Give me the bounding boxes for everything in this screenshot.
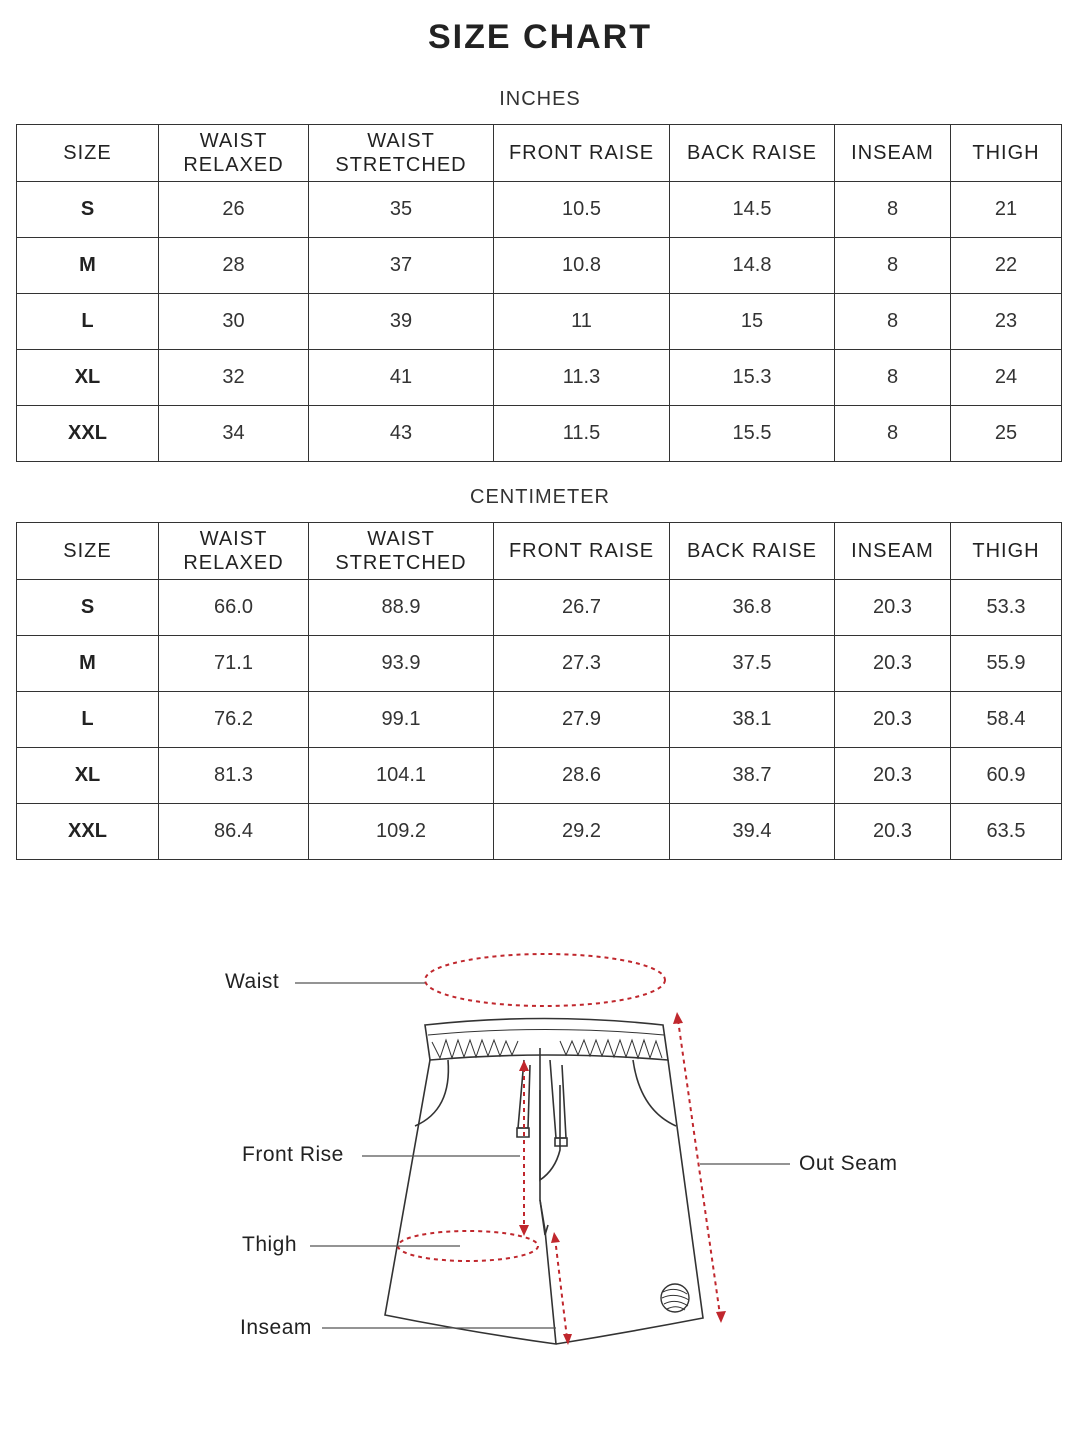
measurement-cell: 11 bbox=[494, 294, 670, 350]
measurement-cell: 86.4 bbox=[159, 804, 309, 860]
measurement-cell: 30 bbox=[159, 294, 309, 350]
measurement-cell: 26.7 bbox=[494, 580, 670, 636]
column-header: INSEAM bbox=[835, 523, 951, 580]
column-header: SIZE bbox=[17, 523, 159, 580]
measurement-cell: 88.9 bbox=[309, 580, 494, 636]
measurement-cell: 76.2 bbox=[159, 692, 309, 748]
measurement-cell: 63.5 bbox=[951, 804, 1062, 860]
measurement-cell: 23 bbox=[951, 294, 1062, 350]
measurement-cell: 35 bbox=[309, 182, 494, 238]
column-header: BACK RAISE bbox=[670, 523, 835, 580]
table-row bbox=[17, 294, 1062, 350]
measurement-cell: 66.0 bbox=[159, 580, 309, 636]
label-thigh: Thigh bbox=[242, 1233, 298, 1256]
measurement-cell: 15.5 bbox=[670, 406, 835, 462]
size-cell: M bbox=[17, 636, 159, 692]
column-header: THIGH bbox=[951, 523, 1062, 580]
shorts-illustration bbox=[0, 900, 1080, 1440]
column-header: SIZE bbox=[17, 125, 159, 182]
measurement-cell: 8 bbox=[835, 182, 951, 238]
size-cell: XL bbox=[17, 748, 159, 804]
size-cell: L bbox=[17, 692, 159, 748]
measurement-cell: 27.9 bbox=[494, 692, 670, 748]
measurement-cell: 28.6 bbox=[494, 748, 670, 804]
measurement-cell: 15 bbox=[670, 294, 835, 350]
measurement-cell: 14.5 bbox=[670, 182, 835, 238]
measurement-cell: 39.4 bbox=[670, 804, 835, 860]
measurement-cell: 81.3 bbox=[159, 748, 309, 804]
measurement-cell: 38.7 bbox=[670, 748, 835, 804]
measurement-cell: 14.8 bbox=[670, 238, 835, 294]
measurement-cell: 15.3 bbox=[670, 350, 835, 406]
label-inseam: Inseam bbox=[240, 1316, 312, 1339]
measurement-cell: 32 bbox=[159, 350, 309, 406]
measurement-cell: 29.2 bbox=[494, 804, 670, 860]
measurement-cell: 43 bbox=[309, 406, 494, 462]
measurement-cell: 11.3 bbox=[494, 350, 670, 406]
measurement-cell: 24 bbox=[951, 350, 1062, 406]
measurement-cell: 20.3 bbox=[835, 636, 951, 692]
column-header: WAIST STRETCHED bbox=[309, 125, 494, 182]
measurement-cell: 104.1 bbox=[309, 748, 494, 804]
measurement-cell: 109.2 bbox=[309, 804, 494, 860]
measurement-cell: 10.8 bbox=[494, 238, 670, 294]
measurement-cell: 28 bbox=[159, 238, 309, 294]
table-row bbox=[17, 636, 1062, 692]
measurement-cell: 8 bbox=[835, 350, 951, 406]
measurement-cell: 8 bbox=[835, 406, 951, 462]
measurement-cell: 53.3 bbox=[951, 580, 1062, 636]
measurement-cell: 37.5 bbox=[670, 636, 835, 692]
size-cell: XXL bbox=[17, 804, 159, 860]
measurement-cell: 8 bbox=[835, 294, 951, 350]
measurement-cell: 41 bbox=[309, 350, 494, 406]
column-header: FRONT RAISE bbox=[494, 523, 670, 580]
measurement-cell: 25 bbox=[951, 406, 1062, 462]
column-header: WAIST RELAXED bbox=[159, 125, 309, 182]
measurement-cell: 71.1 bbox=[159, 636, 309, 692]
column-header: BACK RAISE bbox=[670, 125, 835, 182]
measurement-cell: 10.5 bbox=[494, 182, 670, 238]
size-cell: XXL bbox=[17, 406, 159, 462]
size-cell: L bbox=[17, 294, 159, 350]
table-row bbox=[17, 748, 1062, 804]
centimeter-header-row bbox=[17, 523, 1062, 580]
label-waist: Waist bbox=[225, 970, 280, 993]
inches-caption: INCHES bbox=[499, 88, 581, 110]
column-header: INSEAM bbox=[835, 125, 951, 182]
inches-table bbox=[16, 124, 1062, 462]
measurement-cell: 34 bbox=[159, 406, 309, 462]
table-row bbox=[17, 692, 1062, 748]
table-row bbox=[17, 350, 1062, 406]
inches-body bbox=[17, 182, 1062, 462]
table-row bbox=[17, 238, 1062, 294]
measurement-cell: 8 bbox=[835, 238, 951, 294]
column-header: WAIST STRETCHED bbox=[309, 523, 494, 580]
inches-header-row bbox=[17, 125, 1062, 182]
size-cell: S bbox=[17, 182, 159, 238]
shorts-measurement-diagram bbox=[0, 900, 1080, 1440]
size-cell: M bbox=[17, 238, 159, 294]
measurement-cell: 39 bbox=[309, 294, 494, 350]
page-title: SIZE CHART bbox=[428, 18, 652, 56]
measurement-cell: 55.9 bbox=[951, 636, 1062, 692]
label-front-rise: Front Rise bbox=[242, 1143, 344, 1166]
measurement-cell: 20.3 bbox=[835, 748, 951, 804]
column-header: THIGH bbox=[951, 125, 1062, 182]
measurement-cell: 60.9 bbox=[951, 748, 1062, 804]
table-row bbox=[17, 580, 1062, 636]
measurement-cell: 26 bbox=[159, 182, 309, 238]
table-row bbox=[17, 804, 1062, 860]
measurement-cell: 37 bbox=[309, 238, 494, 294]
measurement-cell: 20.3 bbox=[835, 692, 951, 748]
measurement-cell: 36.8 bbox=[670, 580, 835, 636]
measurement-cell: 11.5 bbox=[494, 406, 670, 462]
measurement-cell: 99.1 bbox=[309, 692, 494, 748]
measurement-cell: 21 bbox=[951, 182, 1062, 238]
measurement-cell: 20.3 bbox=[835, 804, 951, 860]
label-out-seam: Out Seam bbox=[799, 1152, 898, 1175]
measurement-cell: 22 bbox=[951, 238, 1062, 294]
measurement-cell: 93.9 bbox=[309, 636, 494, 692]
measurement-cell: 20.3 bbox=[835, 580, 951, 636]
size-cell: XL bbox=[17, 350, 159, 406]
column-header: FRONT RAISE bbox=[494, 125, 670, 182]
measurement-cell: 58.4 bbox=[951, 692, 1062, 748]
size-cell: S bbox=[17, 580, 159, 636]
measurement-cell: 38.1 bbox=[670, 692, 835, 748]
table-row bbox=[17, 182, 1062, 238]
centimeter-table bbox=[16, 522, 1062, 860]
column-header: WAIST RELAXED bbox=[159, 523, 309, 580]
centimeter-body bbox=[17, 580, 1062, 860]
table-row bbox=[17, 406, 1062, 462]
shorts-outline bbox=[385, 1019, 703, 1345]
measurement-cell: 27.3 bbox=[494, 636, 670, 692]
centimeter-caption: CENTIMETER bbox=[470, 486, 610, 508]
